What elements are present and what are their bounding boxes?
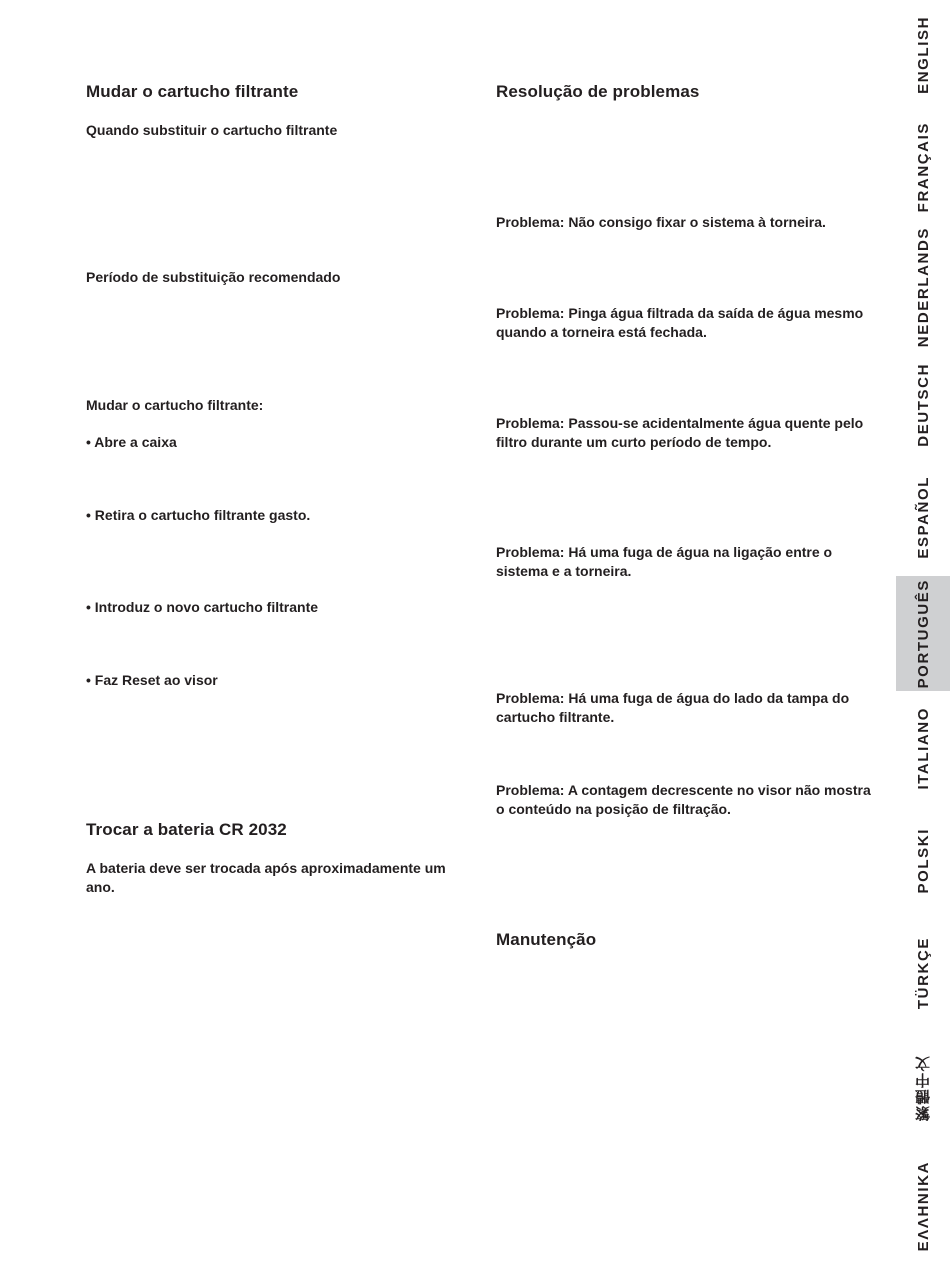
problem-3: Problema: Passou-se acidentalmente água quente pelo filtro durante um curto período de tempo. [496,415,864,450]
language-tab-label: PORTUGUÊS [914,578,932,689]
language-tab-label: 繁體中文 [914,1055,932,1122]
problem-6: Problema: A contagem decrescente no visor não mostra o conteúdo na posição de filtração. [496,782,871,817]
language-tab-label: POLSKI [914,828,932,894]
change-steps-title: Mudar o cartucho filtrante: [86,397,264,413]
troubleshooting-heading: Resolução de problemas [496,82,700,101]
recommended-period-subheading: Período de substituição recomendado [86,269,341,285]
language-tab-turkce[interactable] [896,916,950,1031]
language-tab-chinese[interactable] [896,1031,950,1146]
language-tab-portugues[interactable] [896,576,950,691]
language-tab-francais[interactable] [896,110,950,225]
problem-1: Problema: Não consigo fixar o sistema à torneira. [496,214,826,230]
language-tab-label: ITALIANO [914,707,932,790]
step-open-case: • Abre a caixa [86,434,177,450]
language-tab-english[interactable] [896,0,950,110]
language-tab-label: FRANÇAIS [914,122,932,213]
step-remove-cartridge: • Retira o cartucho filtrante gasto. [86,507,311,523]
change-cartridge-heading: Mudar o cartucho filtrante [86,82,299,101]
language-tab-label: NEDERLANDS [914,227,932,348]
language-tab-greek[interactable] [896,1146,950,1267]
language-tab-nederlands[interactable] [896,225,950,350]
battery-heading: Trocar a bateria CR 2032 [86,820,287,839]
language-tab-espanol[interactable] [896,460,950,575]
language-tab-polski[interactable] [896,806,950,916]
language-tab-deutsch[interactable] [896,350,950,460]
language-tab-label: TÜRKÇE [914,937,932,1010]
problem-2: Problema: Pinga água filtrada da saída de água mesmo quando a torneira está fechada. [496,305,864,340]
problem-5: Problema: Há uma fuga de água do lado da tampa do cartucho filtrante. [496,690,850,725]
language-tab-label: ΕΛΛΗΝΙΚΑ [914,1161,932,1252]
when-replace-subheading: Quando substituir o cartucho filtrante [86,122,338,138]
step-reset-display: • Faz Reset ao visor [86,672,218,688]
maintenance-heading: Manutenção [496,930,597,949]
battery-text: A bateria deve ser trocada após aproximadamente um ano. [86,860,446,895]
problem-4: Problema: Há uma fuga de água na ligação entre o sistema e a torneira. [496,544,833,579]
language-tab-label: DEUTSCH [914,363,932,447]
language-tab-italiano[interactable] [896,691,950,806]
language-tab-label: ESPAÑOL [914,476,932,559]
language-tab-label: ENGLISH [914,16,932,94]
language-tab-strip [896,0,950,1267]
step-insert-cartridge: • Introduz o novo cartucho filtrante [86,599,319,615]
